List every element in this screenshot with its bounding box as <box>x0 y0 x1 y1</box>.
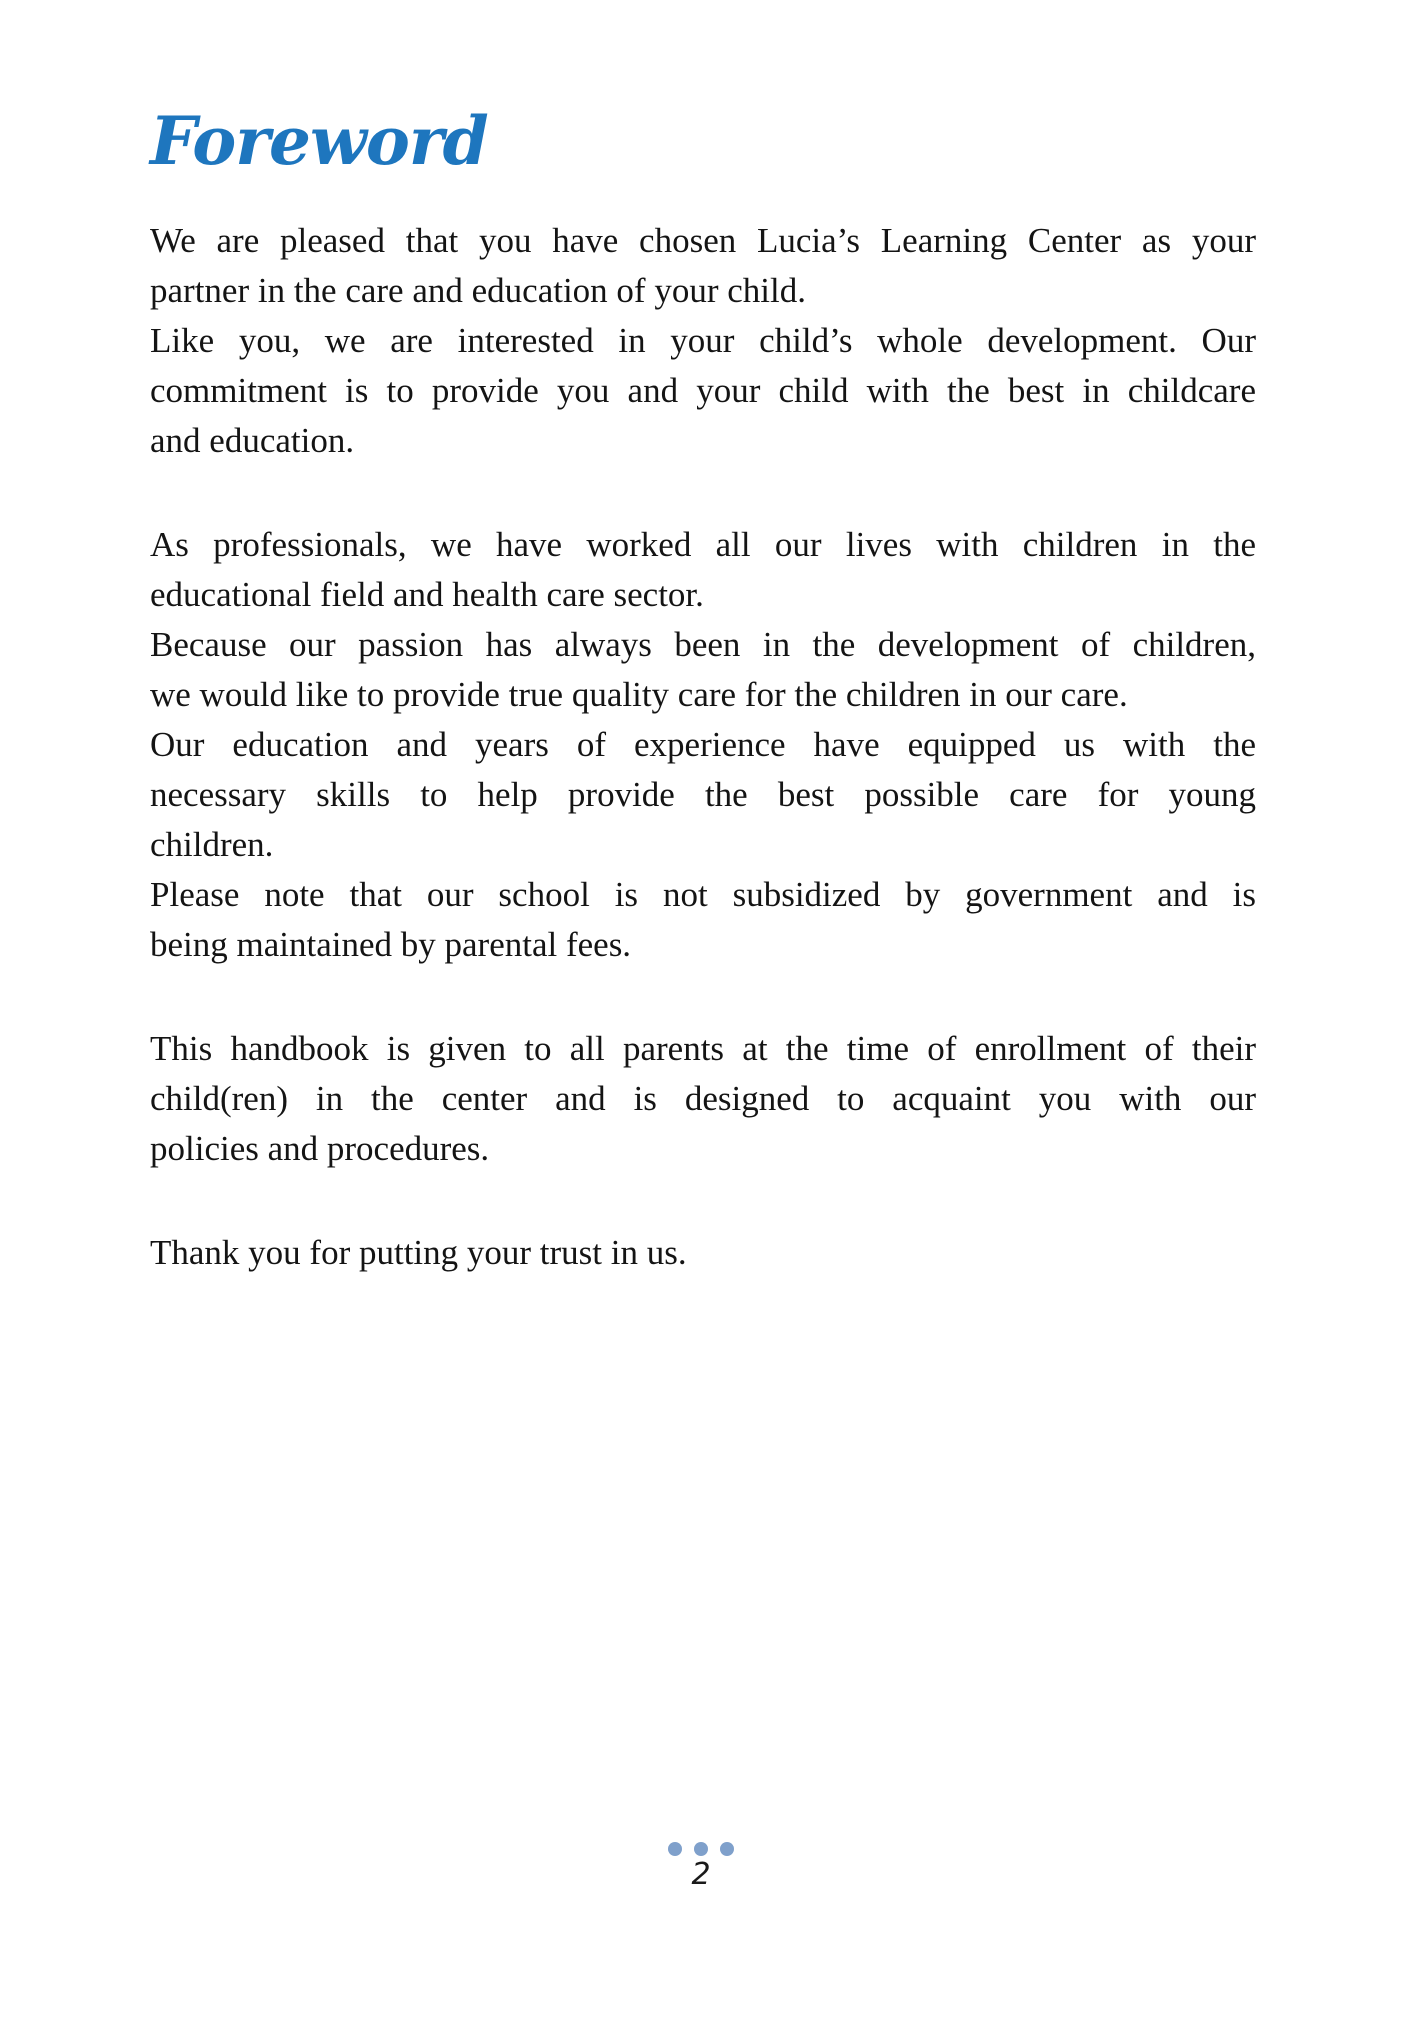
body-paragraph <box>150 1024 1256 1174</box>
body-paragraph <box>150 620 1256 720</box>
page-indicator-dot-icon <box>668 1842 682 1856</box>
body-paragraph <box>150 720 1256 870</box>
page-indicator-dot-icon <box>694 1842 708 1856</box>
page-footer <box>0 1842 1402 1892</box>
body-paragraph <box>150 870 1256 970</box>
paragraph-line: We are pleased that you have chosen Lucia’s Learning Center as your <box>150 221 1256 260</box>
body-paragraph <box>150 1228 1256 1278</box>
paragraph-line: we would like to provide true quality care for the children in our care. <box>150 675 1128 714</box>
body-text <box>150 216 1256 1278</box>
page-title: Foreword <box>150 102 488 180</box>
paragraph-line: necessary skills to help provide the best possible care for young <box>150 775 1256 814</box>
body-paragraph <box>150 216 1256 316</box>
page-indicator-dot-icon <box>720 1842 734 1856</box>
paragraph-line: Like you, we are interested in your child’s whole development. Our <box>150 321 1256 360</box>
page-indicator-dots <box>0 1842 1402 1856</box>
body-paragraph <box>150 520 1256 620</box>
body-paragraph <box>150 316 1256 466</box>
paragraph-line: partner in the care and education of your child. <box>150 271 806 310</box>
paragraph-line: children. <box>150 825 274 864</box>
paragraph-line: and education. <box>150 421 355 460</box>
paragraph-line: Please note that our school is not subsidized by government and is <box>150 875 1256 914</box>
paragraph-line: As professionals, we have worked all our lives with children in the <box>150 525 1256 564</box>
paragraph-line: educational field and health care sector. <box>150 575 704 614</box>
paragraph-line: being maintained by parental fees. <box>150 925 632 964</box>
paragraph-line: Our education and years of experience have equipped us with the <box>150 725 1256 764</box>
paragraph-line: Because our passion has always been in the development of children, <box>150 625 1256 664</box>
page-content <box>150 0 1256 1278</box>
paragraph-line: commitment is to provide you and your child with the best in childcare <box>150 371 1256 410</box>
paragraph-line: Thank you for putting your trust in us. <box>150 1233 687 1272</box>
paragraph-line: policies and procedures. <box>150 1129 490 1168</box>
page-number: 2 <box>691 1857 711 1892</box>
paragraph-line: This handbook is given to all parents at the time of enrollment of their <box>150 1029 1256 1068</box>
paragraph-line: child(ren) in the center and is designed to acquaint you with our <box>150 1079 1256 1118</box>
